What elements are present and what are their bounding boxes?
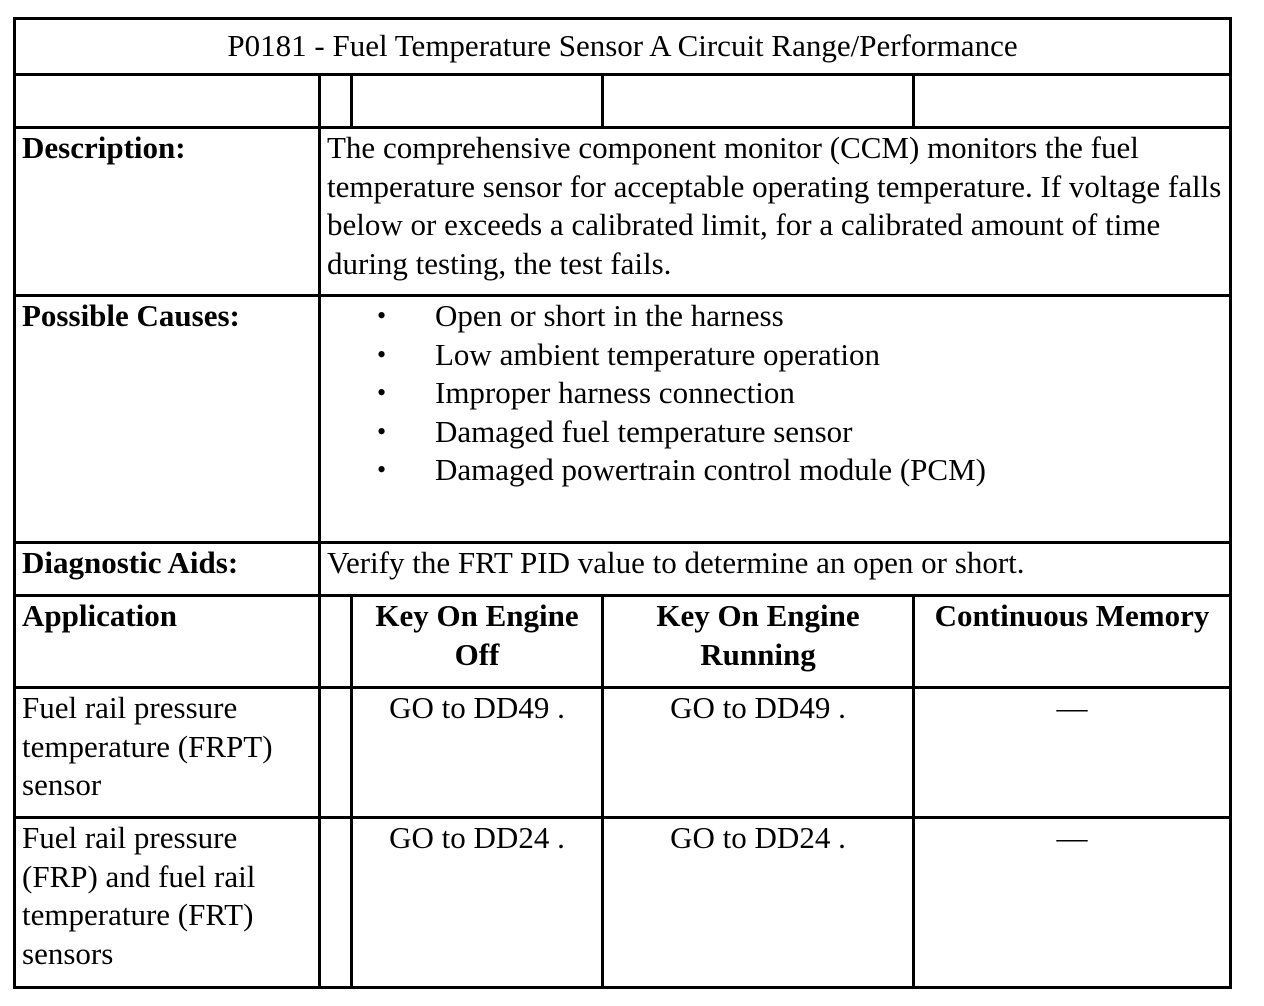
- spacer-cell: [914, 75, 1231, 128]
- koer-cell: GO to DD24 .: [603, 818, 914, 988]
- spacer-cell: [15, 75, 320, 128]
- spacer-cell: [352, 75, 603, 128]
- possible-causes-label: Possible Causes:: [15, 296, 320, 543]
- bullet-icon: •: [377, 378, 387, 407]
- narrow-spacer-cell: [320, 596, 352, 688]
- bullet-icon: •: [377, 455, 387, 484]
- application-header-row: [15, 596, 1231, 688]
- narrow-spacer-cell: [320, 818, 352, 988]
- description-label: Description:: [15, 128, 320, 296]
- continuous-memory-cell: —: [914, 688, 1231, 818]
- title-row: [15, 19, 1231, 75]
- spacer-row: [15, 75, 1231, 128]
- possible-causes-list: [327, 297, 1223, 490]
- possible-causes-row: [15, 296, 1231, 543]
- koer-header: Key On Engine Running: [603, 596, 914, 688]
- cause-text: Damaged powertrain control module (PCM): [435, 452, 986, 487]
- bullet-icon: •: [377, 301, 387, 330]
- koeo-cell: GO to DD24 .: [352, 818, 603, 988]
- dtc-table: [13, 17, 1232, 989]
- table-row: [15, 818, 1231, 988]
- list-item: [377, 374, 1223, 413]
- continuous-memory-header: Continuous Memory: [914, 596, 1231, 688]
- diagnostic-aids-label: Diagnostic Aids:: [15, 543, 320, 596]
- application-header: Application: [15, 596, 320, 688]
- list-item: [377, 336, 1223, 375]
- cause-text: Open or short in the harness: [435, 298, 784, 333]
- koeo-header: Key On Engine Off: [352, 596, 603, 688]
- cause-text: Damaged fuel temperature sensor: [435, 413, 853, 449]
- continuous-memory-cell: —: [914, 818, 1231, 988]
- table-row: [15, 688, 1231, 818]
- application-cell: Fuel rail pressure temperature (FRPT) sensor: [15, 688, 320, 818]
- cause-text: Low ambient temperature operation: [435, 336, 881, 372]
- bullet-icon: •: [377, 339, 387, 369]
- diagnostic-aids-text: Verify the FRT PID value to determine an open or short.: [320, 543, 1231, 596]
- list-item: [377, 413, 1223, 452]
- koer-cell: GO to DD49 .: [603, 688, 914, 818]
- diagnostic-aids-row: [15, 543, 1231, 596]
- description-text: The comprehensive component monitor (CCM) monitors the fuel temperature sensor for acceptable operating temperature. If voltage falls below or exceeds a calibrated limit, for a calibrated amount of time during testing, the test fails.: [320, 128, 1231, 296]
- spacer-cell: [603, 75, 914, 128]
- cause-text: Improper harness connection: [435, 375, 795, 410]
- list-item: [377, 451, 1223, 490]
- application-cell: Fuel rail pressure (FRP) and fuel rail temperature (FRT) sensors: [15, 818, 320, 988]
- possible-causes-cell: [320, 296, 1231, 543]
- spacer-cell: [320, 75, 352, 128]
- koeo-cell: GO to DD49 .: [352, 688, 603, 818]
- bullet-icon: •: [377, 416, 387, 446]
- narrow-spacer-cell: [320, 688, 352, 818]
- description-row: [15, 128, 1231, 296]
- dtc-title: P0181 - Fuel Temperature Sensor A Circuit Range/Performance: [15, 19, 1231, 75]
- list-item: [377, 297, 1223, 336]
